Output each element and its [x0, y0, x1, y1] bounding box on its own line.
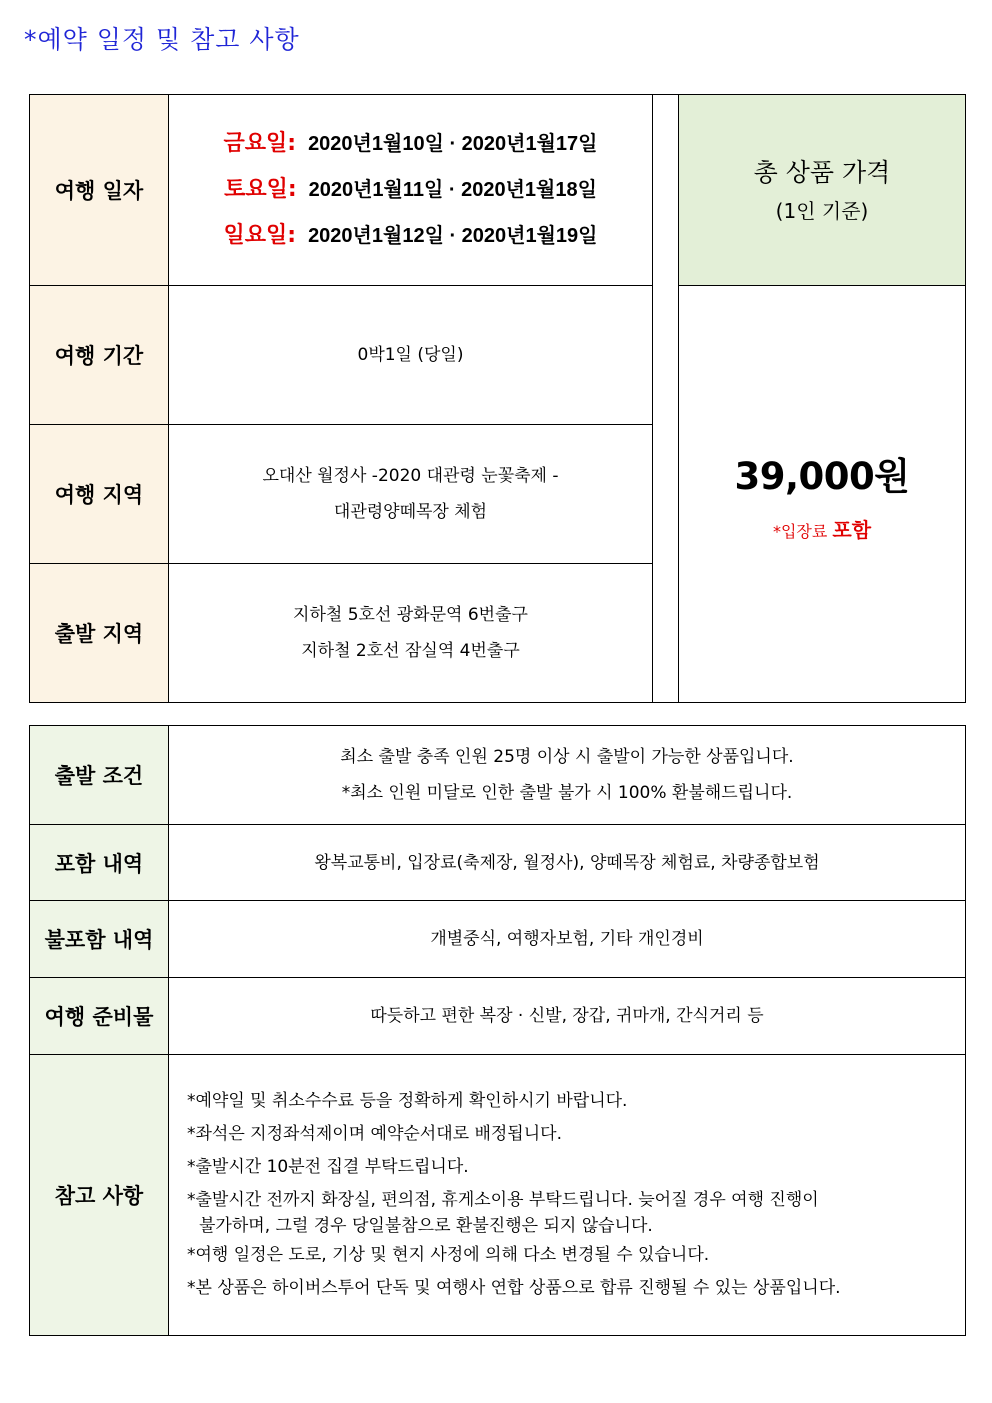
duration-label: 여행 기간	[30, 286, 169, 425]
day-label: 금요일:	[223, 131, 297, 156]
dates-label: 여행 일자	[30, 95, 169, 286]
region-line: 오대산 월정사 -2020 대관령 눈꽃축제 -	[262, 466, 559, 486]
page-heading: *예약 일정 및 참고 사항	[24, 25, 300, 54]
date-value: 2020년1월10일 · 2020년1월17일	[308, 133, 598, 155]
note-item: *출발시간 10분전 집결 부탁드립니다.	[187, 1157, 469, 1177]
note-item: *본 상품은 하이버스투어 단독 및 여행사 연합 상품으로 합류 진행될 수 있는 상품입니다.	[187, 1278, 841, 1298]
departure-label: 출발 지역	[30, 564, 169, 703]
date-value: 2020년1월12일 · 2020년1월19일	[308, 225, 598, 247]
departure-line: 지하철 2호선 잠실역 4번출구	[301, 641, 520, 661]
price-note-bold: 포함	[832, 517, 872, 542]
price-amount: 39,000원	[734, 454, 910, 498]
excluded-value: 개별중식, 여행자보험, 기타 개인경비	[169, 901, 966, 978]
included-value: 왕복교통비, 입장료(축제장, 월정사), 양떼목장 체험료, 차량종합보험	[169, 825, 966, 901]
note-item-continued: 불가하며, 그럴 경우 당일불참으로 환불진행은 되지 않습니다.	[199, 1216, 653, 1236]
departure-line: 지하철 5호선 광화문역 6번출구	[293, 605, 528, 625]
spacer-cell	[653, 564, 679, 703]
schedule-table	[29, 94, 966, 703]
condition-cell	[169, 726, 966, 825]
note-item: *좌석은 지정좌석제이며 예약순서대로 배정됩니다.	[187, 1124, 562, 1144]
prep-value: 따듯하고 편한 복장 · 신발, 장갑, 귀마개, 간식거리 등	[169, 978, 966, 1055]
notes-label: 참고 사항	[30, 1055, 169, 1336]
spacer-cell	[653, 95, 679, 286]
details-table	[29, 725, 966, 1336]
price-cell	[679, 286, 966, 703]
region-label: 여행 지역	[30, 425, 169, 564]
spacer-cell	[653, 425, 679, 564]
day-label: 토요일:	[224, 177, 297, 202]
included-label: 포함 내역	[30, 825, 169, 901]
date-row-fri	[169, 121, 652, 167]
date-row-sun	[169, 213, 652, 259]
condition-line: 최소 출발 충족 인원 25명 이상 시 출발이 가능한 상품입니다.	[340, 747, 794, 767]
note-item: *출발시간 전까지 화장실, 편의점, 휴게소이용 부탁드립니다. 늦어질 경우 여행 진행이	[187, 1190, 819, 1210]
spacer-cell	[653, 286, 679, 425]
price-subheader: (1인 기준)	[775, 199, 869, 224]
condition-line: *최소 인원 미달로 인한 출발 불가 시 100% 환불해드립니다.	[341, 783, 793, 803]
departure-cell	[169, 564, 653, 703]
region-cell	[169, 425, 653, 564]
price-note	[679, 514, 965, 543]
condition-label: 출발 조건	[30, 726, 169, 825]
note-item: *여행 일정은 도로, 기상 및 현지 사정에 의해 다소 변경될 수 있습니다.	[187, 1245, 710, 1265]
price-header: 총 상품 가격	[753, 157, 891, 187]
notes-cell	[169, 1055, 966, 1336]
note-item: *예약일 및 취소수수료 등을 정확하게 확인하시기 바랍니다.	[187, 1091, 628, 1111]
dates-cell	[169, 95, 653, 286]
price-header-cell	[679, 95, 966, 286]
region-line: 대관령양떼목장 체험	[333, 502, 488, 522]
duration-value: 0박1일 (당일)	[169, 286, 653, 425]
prep-label: 여행 준비물	[30, 978, 169, 1055]
excluded-label: 불포함 내역	[30, 901, 169, 978]
day-label: 일요일:	[223, 223, 297, 248]
date-value: 2020년1월11일 · 2020년1월18일	[308, 179, 597, 201]
price-note-prefix: *입장료	[772, 521, 828, 541]
date-row-sat	[169, 167, 652, 213]
